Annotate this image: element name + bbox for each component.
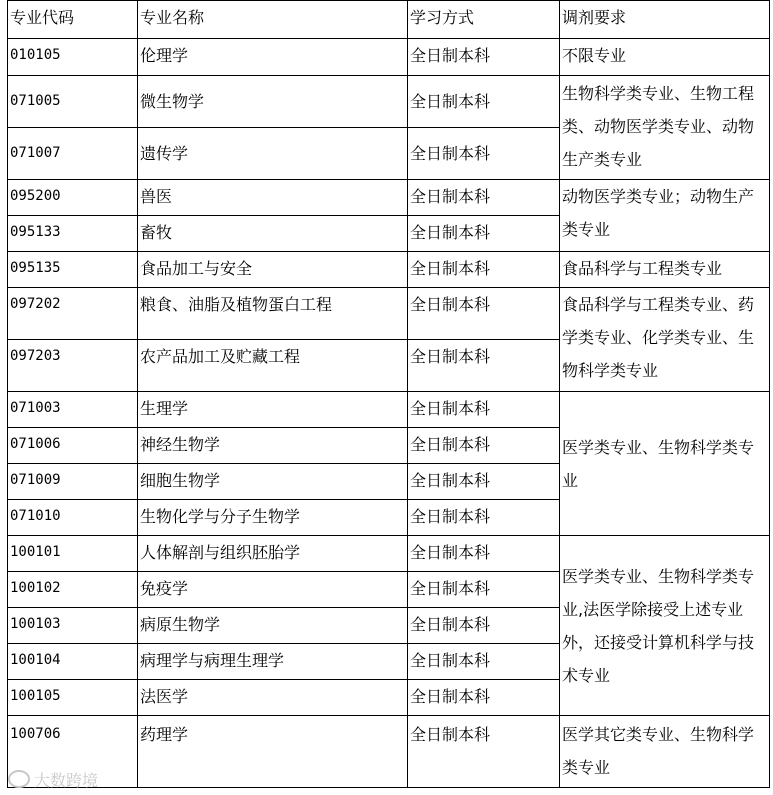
row-mode: 全日制本科 [408,76,560,128]
header-row [8,1,770,39]
table-row [8,536,770,572]
row-mode: 全日制本科 [408,608,560,644]
watermark-logo-icon [8,770,30,788]
row-code: 097202 [8,288,138,340]
row-code: 010105 [8,39,138,76]
header-name: 专业名称 [138,1,408,39]
table-row [8,392,770,428]
table-row [8,76,770,128]
row-requirement: 医学其它类专业、生物科学类专业 [560,716,770,788]
row-mode: 全日制本科 [408,39,560,76]
row-name: 病理学与病理生理学 [138,644,408,680]
row-name: 遗传学 [138,128,408,180]
row-mode: 全日制本科 [408,464,560,500]
row-mode: 全日制本科 [408,180,560,216]
row-name: 免疫学 [138,572,408,608]
row-code: 071009 [8,464,138,500]
header-mode: 学习方式 [408,1,560,39]
row-name: 粮食、油脂及植物蛋白工程 [138,288,408,340]
row-mode: 全日制本科 [408,680,560,716]
row-name: 兽医 [138,180,408,216]
row-requirement: 生物科学类专业、生物工程类、动物医学类专业、动物生产类专业 [560,76,770,180]
row-code: 071005 [8,76,138,128]
row-code: 095135 [8,252,138,288]
row-mode: 全日制本科 [408,392,560,428]
row-name: 农产品加工及贮藏工程 [138,340,408,392]
row-code: 071003 [8,392,138,428]
row-mode: 全日制本科 [408,572,560,608]
row-code: 100104 [8,644,138,680]
watermark-text: 大数跨境 [34,771,99,790]
row-code: 100101 [8,536,138,572]
header-requirement: 调剂要求 [560,1,770,39]
row-code: 100706 [8,716,138,788]
row-name: 生物化学与分子生物学 [138,500,408,536]
row-code: 100103 [8,608,138,644]
row-name: 伦理学 [138,39,408,76]
adjustment-table [7,0,770,788]
row-name: 人体解剖与组织胚胎学 [138,536,408,572]
row-code: 095133 [8,216,138,252]
row-mode: 全日制本科 [408,128,560,180]
row-mode: 全日制本科 [408,644,560,680]
row-mode: 全日制本科 [408,428,560,464]
row-requirement: 医学类专业、生物科学类专业 [560,392,770,536]
row-requirement: 动物医学类专业；动物生产类专业 [560,180,770,252]
table-row [8,39,770,76]
row-name: 微生物学 [138,76,408,128]
row-code: 097203 [8,340,138,392]
row-name: 生理学 [138,392,408,428]
row-requirement: 食品科学与工程类专业 [560,252,770,288]
row-name: 法医学 [138,680,408,716]
row-name: 神经生物学 [138,428,408,464]
row-mode: 全日制本科 [408,536,560,572]
row-name: 畜牧 [138,216,408,252]
row-code: 095200 [8,180,138,216]
row-code: 071010 [8,500,138,536]
row-name: 细胞生物学 [138,464,408,500]
row-requirement: 不限专业 [560,39,770,76]
header-code: 专业代码 [8,1,138,39]
table-row [8,716,770,788]
row-code: 100102 [8,572,138,608]
row-requirement: 食品科学与工程类专业、药学类专业、化学类专业、生物科学类专业 [560,288,770,392]
row-mode: 全日制本科 [408,340,560,392]
table-row [8,288,770,340]
table-row [8,252,770,288]
row-mode: 全日制本科 [408,716,560,788]
watermark [8,768,98,791]
row-mode: 全日制本科 [408,216,560,252]
row-mode: 全日制本科 [408,500,560,536]
row-code: 071006 [8,428,138,464]
row-mode: 全日制本科 [408,288,560,340]
row-mode: 全日制本科 [408,252,560,288]
row-code: 100105 [8,680,138,716]
row-name: 食品加工与安全 [138,252,408,288]
row-name: 药理学 [138,716,408,788]
row-requirement: 医学类专业、生物科学类专业,法医学除接受上述专业外，还接受计算机科学与技术专业 [560,536,770,716]
row-code: 071007 [8,128,138,180]
table-row [8,180,770,216]
row-name: 病原生物学 [138,608,408,644]
